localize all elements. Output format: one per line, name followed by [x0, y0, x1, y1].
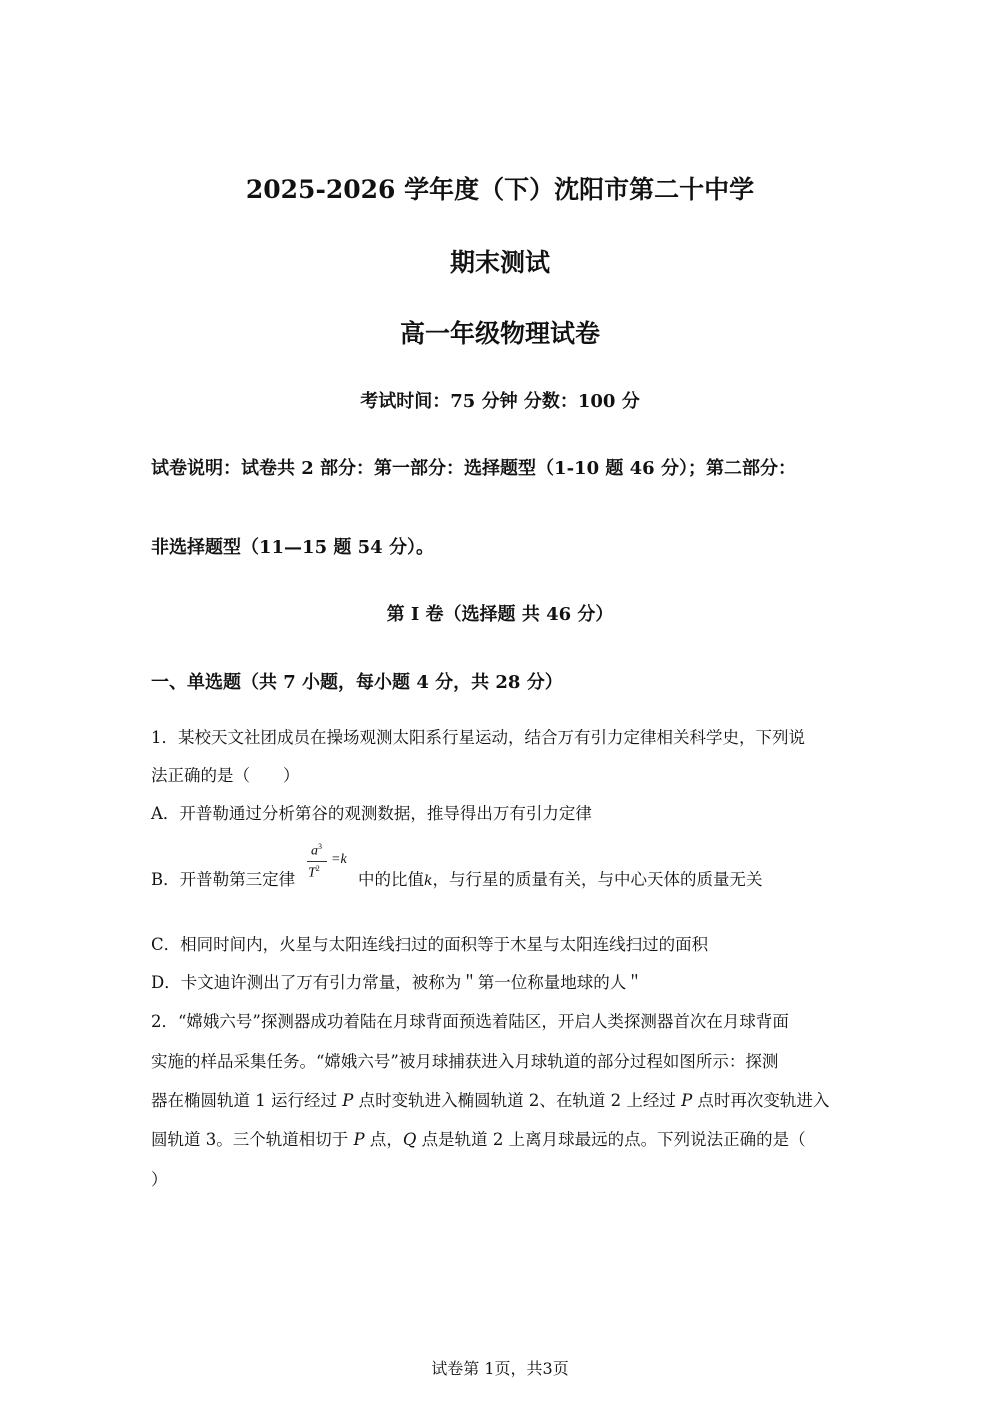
- paper-name: 高一年级物理试卷: [399, 319, 600, 348]
- description-line-2: 非选择题型（11—15 题 54 分）。: [151, 537, 434, 558]
- formula-denominator: T: [308, 865, 316, 881]
- q2-line-4-part-a: 圆轨道 3。三个轨道相切于: [151, 1130, 354, 1149]
- description-line-1: 试卷说明：试卷共 2 部分：第一部分：选择题型（1-10 题 46 分）；第二部分：: [151, 458, 796, 479]
- exam-name: 期末测试: [449, 248, 550, 277]
- point-q-label: Q: [402, 1130, 417, 1149]
- q1-option-b-suffix: ，与行星的质量有关，与中心天体的质量无关: [432, 870, 763, 889]
- q2-line-4: [151, 1126, 806, 1150]
- section1-title: 一、单选题（共 7 小题，每小题 4 分，共 28 分）: [151, 672, 563, 693]
- exam-info: 考试时间：75 分钟 分数：100 分: [360, 391, 640, 412]
- school-title: 2025-2026 学年度（下）沈阳市第二十中学: [245, 175, 755, 204]
- q1-option-b-mid: 中的比值: [358, 870, 424, 889]
- q2-line-1: 2．“嫦娥六号”探测器成功着陆在月球背面预选着陆区，开启人类探测器首次在月球背面: [151, 1012, 789, 1031]
- q2-line-3-part-b: 点时变轨进入椭圆轨道 2、在轨道 2 上经过: [353, 1091, 682, 1110]
- formula-den-exponent: 2: [315, 864, 320, 873]
- q2-line-3-part-a: 器在椭圆轨道 1 运行经过: [151, 1091, 343, 1110]
- q2-line-5: ）: [151, 1170, 168, 1189]
- q1-option-c: C．相同时间内，火星与太阳连线扫过的面积等于木星与太阳连线扫过的面积: [151, 935, 709, 954]
- page-footer: 试卷第 1页，共3页: [431, 1359, 569, 1378]
- part1-title: 第 I 卷（选择题 共 46 分）: [386, 604, 614, 625]
- kepler-third-law-formula: [305, 840, 357, 884]
- q1-option-d: D．卡文迪许测出了万有引力常量，被称为＂第一位称量地球的人＂: [151, 973, 643, 992]
- formula-numerator: a: [311, 843, 318, 859]
- q2-line-3-part-c: 点时再次变轨进入: [692, 1091, 830, 1110]
- q1-stem-line-2: 法正确的是（ ）: [151, 766, 300, 785]
- q1-stem-line-1: 1．某校天文社团成员在操场观测太阳系行星运动，结合万有引力定律相关科学史，下列说: [151, 728, 805, 747]
- q2-line-2: 实施的样品采集任务。“嫦娥六号”被月球捕获进入月球轨道的部分过程如图所示：探测: [151, 1052, 779, 1071]
- q2-line-4-part-b: 点，: [364, 1130, 403, 1149]
- q2-line-3: [151, 1087, 829, 1111]
- q1-option-b-rest: [358, 866, 762, 890]
- q1-option-b-k: k: [424, 873, 433, 889]
- formula-num-exponent: 3: [318, 842, 322, 851]
- q1-option-a: A．开普勒通过分析第谷的观测数据，推导得出万有引力定律: [151, 804, 592, 823]
- q1-option-b-prefix: B．开普勒第三定律: [151, 870, 296, 889]
- fraction-bar: [307, 861, 327, 862]
- point-p-label: P: [681, 1091, 693, 1110]
- q2-line-4-part-c: 点是轨道 2 上离月球最远的点。下列说法正确的是（: [416, 1130, 806, 1149]
- point-p-label: P: [342, 1091, 354, 1110]
- point-p-label: P: [353, 1130, 365, 1149]
- formula-rhs: =k: [331, 852, 347, 867]
